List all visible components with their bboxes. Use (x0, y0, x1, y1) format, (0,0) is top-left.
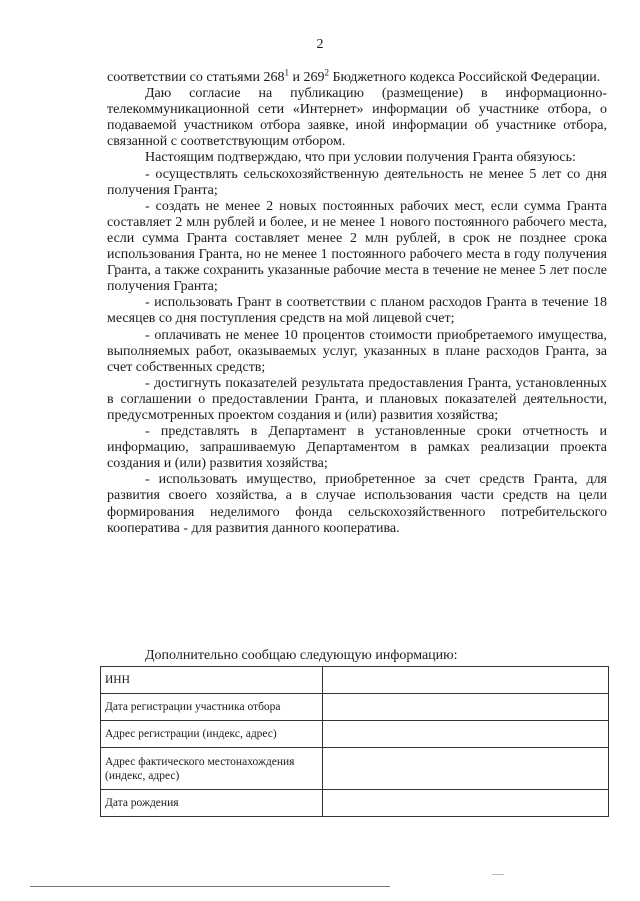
footnote-superscript: 2 (324, 67, 329, 78)
footnote-superscript: 1 (284, 67, 289, 78)
field-value-actual-address[interactable] (323, 748, 609, 790)
table-row (101, 667, 609, 694)
paragraph-continuation: соответствии со статьями $268^1$ и $269^2$ Бюджетного кодекса Российской Федерации. (107, 67, 601, 85)
obligation-item: - создать не менее 2 новых постоянных рабочих мест, если сумма Гранта составляет 2 млн рублей и более, и не менее 1 нового постоянного рабочего места, если сумма Гранта составляет менее 2 млн рублей, в срок не позднее срока использования Гранта, но не менее 1 постоянного рабочего места в году получения Гранта, а также сохранить указанные рабочие места в течение не менее 5 лет после получения Гранта; (107, 198, 607, 295)
obligation-item: - использовать имущество, приобретенное за счет средств Гранта, для развития своего хозяйства, а в случае использования части средств на цели формирования неделимого фонда сельскохозяйственного потребительского кооператива - для развития данного кооператива. (107, 472, 607, 536)
additional-info-heading: Дополнительно сообщаю следующую информацию: (145, 648, 458, 663)
field-label-registration-date: Дата регистрации участника отбора (101, 694, 323, 721)
obligation-item: - достигнуть показателей результата предоставления Гранта, установленных в соглашении о предоставлении Гранта, и плановых показателей деятельности, предусмотренных проектом создания и (или) развития хозяйства; (107, 375, 607, 423)
table-row (101, 694, 609, 721)
scan-artifact (492, 874, 504, 875)
paragraph-consent: Даю согласие на публикацию (размещение) в информационно-телекоммуникационной сети «Интернет» информации об участнике отбора, о подаваемой участником отбора заявке, иной информации об участнике отбора, связанной с соответствующим отбором. (107, 86, 607, 150)
field-label-birth-date: Дата рождения (101, 790, 323, 817)
obligation-item: - оплачивать не менее 10 процентов стоимости приобретаемого имущества, выполняемых работ, оказываемых услуг, указанных в плане расходов Гранта, за счет собственных средств; (107, 327, 607, 375)
field-value-inn[interactable] (323, 667, 609, 694)
field-value-registration-date[interactable] (323, 694, 609, 721)
obligation-item: - представлять в Департамент в установленные сроки отчетность и информацию, запрашиваемую Департаментом в рамках реализации проекта создания и (или) развития хозяйства; (107, 424, 607, 472)
table-row (101, 790, 609, 817)
scan-edge-line (30, 886, 390, 887)
page-number: 2 (316, 37, 324, 52)
obligation-item: - осуществлять сельскохозяйственную деятельность не менее 5 лет со дня получения Гранта; (107, 166, 607, 198)
document-body (107, 67, 607, 537)
field-value-birth-date[interactable] (323, 790, 609, 817)
field-label-registration-address: Адрес регистрации (индекс, адрес) (101, 721, 323, 748)
obligation-item: - использовать Грант в соответствии с планом расходов Гранта в течение 18 месяцев со дня поступления средств на мой лицевой счет; (107, 295, 607, 327)
field-value-registration-address[interactable] (323, 721, 609, 748)
field-label-inn: ИНН (101, 667, 323, 694)
table-row (101, 748, 609, 790)
info-table (100, 666, 609, 817)
field-label-actual-address: Адрес фактического местонахождения (индекс, адрес) (101, 748, 323, 790)
table-row (101, 721, 609, 748)
paragraph-obligations-intro: Настоящим подтверждаю, что при условии получения Гранта обязуюсь: (145, 150, 576, 166)
